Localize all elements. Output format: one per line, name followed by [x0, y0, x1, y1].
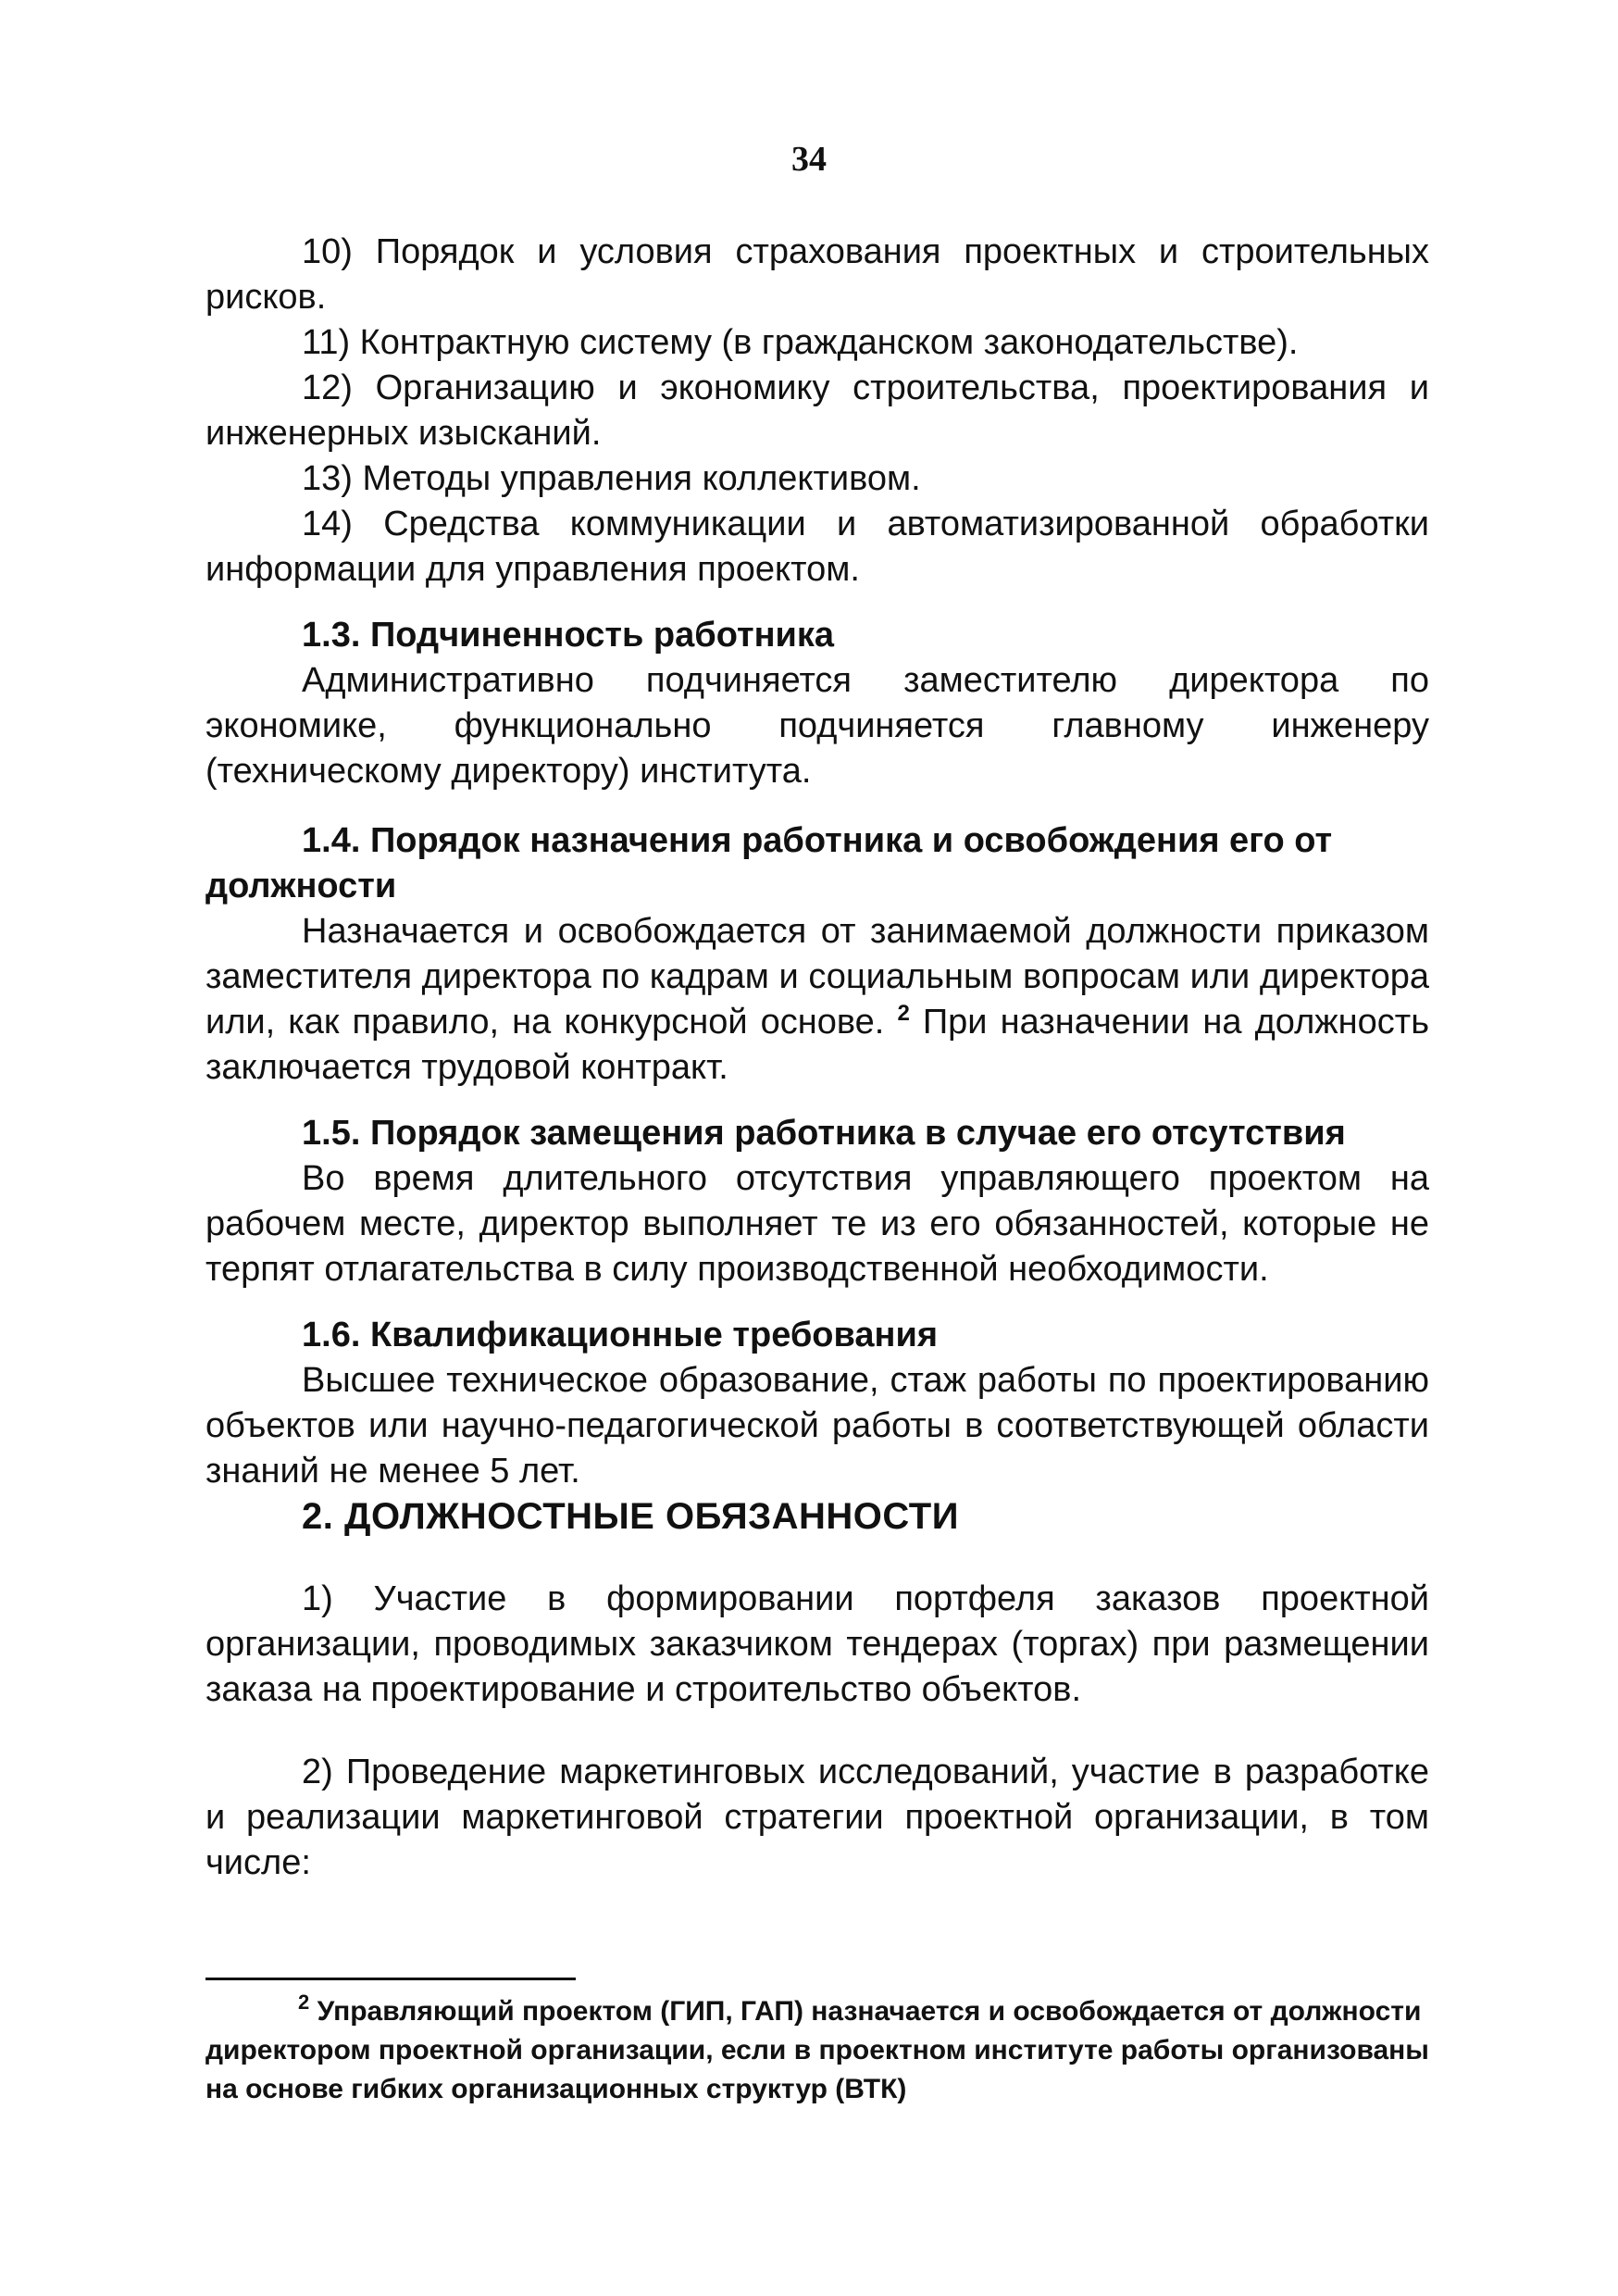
section-1-4-body-before: Назначается и освобождается от занимаемой должности приказом заместителя директора по кадрам и социальным вопросам или директора или, как правило, на конкурсной основе. — [205, 912, 1429, 1042]
list-item-14: 14) Средства коммуникации и автоматизированной обработки информации для управления проектом. — [205, 505, 1429, 589]
section-1-5-body: Во время длительного отсутствия управляющего проектом на рабочем месте, директор выполняет те из его обязанностей, которые не терпят отлагательства в силу производственной необходимости. — [205, 1159, 1429, 1289]
section-1-6-body: Высшее техническое образование, стаж работы по проектированию объектов или научно-педагогической работы в соответствующей области знаний не менее 5 лет. — [205, 1361, 1429, 1491]
section-1-3-body: Административно подчиняется заместителю директора по экономике, функционально подчиняется главному инженеру (техническому директору) института. — [205, 661, 1429, 791]
footnote-divider — [205, 1978, 576, 1980]
list-item-13: 13) Методы управления коллективом. — [302, 459, 921, 498]
list-item-11: 11) Контрактную систему (в гражданском законодательстве). — [302, 323, 1299, 362]
page-number: 34 — [791, 140, 827, 179]
footnote — [205, 1992, 1429, 2109]
footnote-text: Управляющий проектом (ГИП, ГАП) назначается и освобождается от должности директором проектной организации, если в проектном институте работы организованы на основе гибких организационных структур (ВТК) — [205, 1996, 1429, 2104]
section-1-6-heading: 1.6. Квалификационные требования — [302, 1316, 938, 1354]
list-item-12: 12) Организацию и экономику строительства, проектирования и инженерных изысканий. — [205, 368, 1429, 453]
section-2-title: 2. ДОЛЖНОСТНЫЕ ОБЯЗАННОСТИ — [302, 1496, 959, 1537]
duty-item-2: 2) Проведение маркетинговых исследований, участие в разработке и реализации маркетинговой стратегии проектной организации, в том числе: — [205, 1753, 1429, 1882]
duty-item-1: 1) Участие в формировании портфеля заказов проектной организации, проводимых заказчиком тендерах (торгах) при размещении заказа на проектирование и строительство объектов. — [205, 1579, 1429, 1709]
section-1-4-body — [205, 909, 1429, 1091]
section-1-5-heading: 1.5. Порядок замещения работника в случае его отсутствия — [302, 1114, 1346, 1153]
section-1-4-heading: 1.4. Порядок назначения работника и освобождения его от должности — [205, 821, 1333, 905]
footnote-reference: 2 — [897, 1001, 910, 1026]
page-content — [205, 230, 1429, 1886]
section-1-3-heading: 1.3. Подчиненность работника — [302, 616, 835, 655]
section-1-4-body-after: При назначении на должность заключается трудовой контракт. — [205, 1003, 1429, 1087]
footnote-marker: 2 — [298, 1990, 310, 2014]
list-item-10: 10) Порядок и условия страхования проектных и строительных рисков. — [205, 232, 1429, 317]
